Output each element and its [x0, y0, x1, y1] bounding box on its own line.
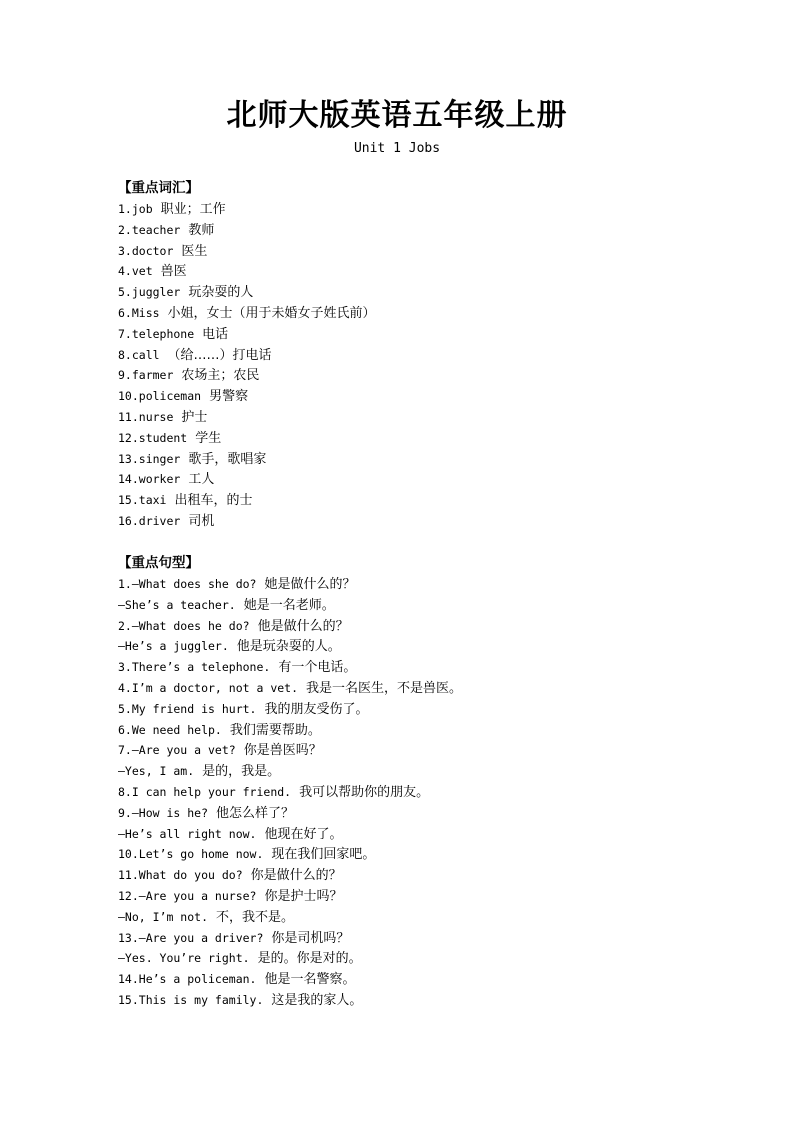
list-item — [118, 595, 738, 616]
list-item — [118, 886, 738, 907]
english-text: 4.I’m a doctor, not a vet. — [118, 680, 299, 695]
list-item — [118, 865, 738, 886]
chinese-text: 你是兽医吗？ — [243, 743, 322, 759]
vocabulary-section — [118, 178, 738, 532]
chinese-text: 出租车，的士 — [174, 493, 253, 509]
list-item — [118, 241, 738, 262]
list-item — [118, 574, 738, 595]
unit-subtitle: Unit 1 Jobs — [353, 141, 441, 156]
list-item — [118, 782, 738, 803]
chinese-text: 这是我的家人。 — [271, 992, 363, 1008]
english-text: 14.worker — [118, 472, 181, 487]
list-item — [118, 678, 738, 699]
chinese-text: 她是一名老师。 — [243, 597, 335, 613]
list-item — [118, 261, 738, 282]
english-text: 16.driver — [118, 513, 181, 528]
chinese-text: 职业；工作 — [160, 202, 226, 217]
chinese-text: 我们需要帮助。 — [229, 722, 321, 738]
chinese-text: 你是护士吗？ — [264, 888, 343, 904]
english-text: —Yes, I am. — [118, 764, 195, 779]
chinese-text: 是的。你是对的。 — [257, 951, 362, 967]
english-text: 8.call — [118, 347, 160, 362]
list-item — [118, 490, 738, 511]
english-text: 6.Miss — [118, 305, 160, 320]
english-text: 7.—Are you a vet? — [118, 743, 236, 758]
sentences-list — [118, 574, 738, 1011]
chinese-text: 你是做什么的？ — [250, 868, 342, 884]
english-text: 14.He’s a policeman. — [118, 972, 257, 987]
english-text: 8.I can help your friend. — [118, 784, 292, 799]
list-item — [118, 969, 738, 990]
english-text: 1.job — [118, 202, 153, 216]
chinese-text: 玩杂耍的人 — [188, 285, 254, 301]
list-item — [118, 199, 738, 220]
english-text: 10.Let’s go home now. — [118, 847, 264, 862]
list-item — [118, 386, 738, 407]
chinese-text: 男警察 — [209, 389, 249, 405]
list-item — [118, 720, 738, 741]
chinese-text: 学生 — [195, 430, 222, 446]
english-text: 2.teacher — [118, 222, 181, 237]
chinese-text: 现在我们回家吧。 — [271, 847, 376, 863]
list-item — [118, 948, 738, 969]
english-text: 2.—What does he do? — [118, 618, 250, 633]
chinese-text: 护士 — [181, 409, 208, 425]
chinese-text: 教师 — [188, 222, 215, 238]
english-text: 7.telephone — [118, 326, 195, 341]
list-item — [118, 990, 738, 1011]
list-item — [118, 907, 738, 928]
chinese-text: 司机 — [188, 513, 215, 529]
english-text: 11.What do you do? — [118, 868, 243, 883]
english-text: 9.—How is he? — [118, 805, 209, 820]
english-text: 10.policeman — [118, 389, 202, 404]
english-text: 3.doctor — [118, 243, 174, 258]
chinese-text: 农场主；农民 — [181, 368, 260, 384]
chinese-text: 兽医 — [160, 264, 187, 280]
english-text: 4.vet — [118, 264, 153, 279]
list-item — [118, 740, 738, 761]
list-item — [118, 324, 738, 345]
sentences-section — [118, 553, 738, 1011]
chinese-text: 他是一名警察。 — [264, 972, 356, 988]
vocabulary-heading: 【重点词汇】 — [118, 180, 199, 196]
list-item — [118, 407, 738, 428]
list-item — [118, 928, 738, 949]
list-item — [118, 824, 738, 845]
chinese-text: 他现在好了。 — [264, 826, 343, 842]
chinese-text: 医生 — [181, 243, 208, 259]
chinese-text: 他怎么样了？ — [216, 805, 295, 821]
english-text: 11.nurse — [118, 409, 174, 424]
english-text: 3.There’s a telephone. — [118, 660, 271, 675]
chinese-text: 工人 — [188, 472, 215, 488]
list-item — [118, 449, 738, 470]
english-text: 15.This is my family. — [118, 992, 264, 1007]
chinese-text: 我可以帮助你的朋友。 — [299, 784, 430, 800]
chinese-text: 有一个电话。 — [278, 660, 357, 676]
english-text: 5.My friend is hurt. — [118, 701, 257, 716]
english-text: —He’s a juggler. — [118, 639, 229, 654]
chinese-text: 不，我不是。 — [216, 909, 295, 925]
list-item — [118, 365, 738, 386]
chinese-text: 电话 — [202, 326, 229, 342]
list-item — [118, 345, 738, 366]
list-item — [118, 657, 738, 678]
list-item — [118, 844, 738, 865]
list-item — [118, 428, 738, 449]
list-item — [118, 220, 738, 241]
chinese-text: 你是司机吗？ — [271, 930, 350, 946]
english-text: —Yes. You’re right. — [118, 951, 250, 966]
english-text: 9.farmer — [118, 368, 174, 383]
list-item — [118, 803, 738, 824]
chinese-text: 歌手，歌唱家 — [188, 451, 267, 467]
english-text: 12.—Are you a nurse? — [118, 888, 257, 903]
chinese-text: 我是一名医生，不是兽医。 — [306, 680, 463, 696]
chinese-text: 小姐，女士（用于未婚女子姓氏前） — [167, 305, 376, 321]
chinese-text: 他是做什么的？ — [257, 618, 349, 634]
list-item — [118, 761, 738, 782]
english-text: 6.We need help. — [118, 722, 222, 737]
english-text: 13.—Are you a driver? — [118, 930, 264, 945]
list-item — [118, 469, 738, 490]
english-text: —She’s a teacher. — [118, 597, 236, 612]
vocabulary-list — [118, 199, 738, 532]
english-text: 13.singer — [118, 451, 181, 466]
list-item — [118, 303, 738, 324]
english-text: —He’s all right now. — [118, 826, 257, 841]
list-item — [118, 616, 738, 637]
sentences-heading: 【重点句型】 — [118, 555, 199, 571]
chinese-text: 她是做什么的？ — [264, 577, 356, 592]
english-text: 12.student — [118, 430, 188, 445]
chinese-text: 是的，我是。 — [202, 764, 281, 780]
english-text: —No, I’m not. — [118, 909, 209, 924]
english-text: 15.taxi — [118, 493, 167, 508]
list-item — [118, 636, 738, 657]
chinese-text: 我的朋友受伤了。 — [264, 701, 369, 717]
list-item — [118, 699, 738, 720]
page-title: 北师大版英语五年级上册 — [226, 98, 568, 133]
list-item — [118, 282, 738, 303]
english-text: 1.—What does she do? — [118, 577, 257, 591]
list-item — [118, 511, 738, 532]
chinese-text: （给……）打电话 — [167, 347, 272, 363]
english-text: 5.juggler — [118, 285, 181, 300]
chinese-text: 他是玩杂耍的人。 — [236, 639, 341, 655]
